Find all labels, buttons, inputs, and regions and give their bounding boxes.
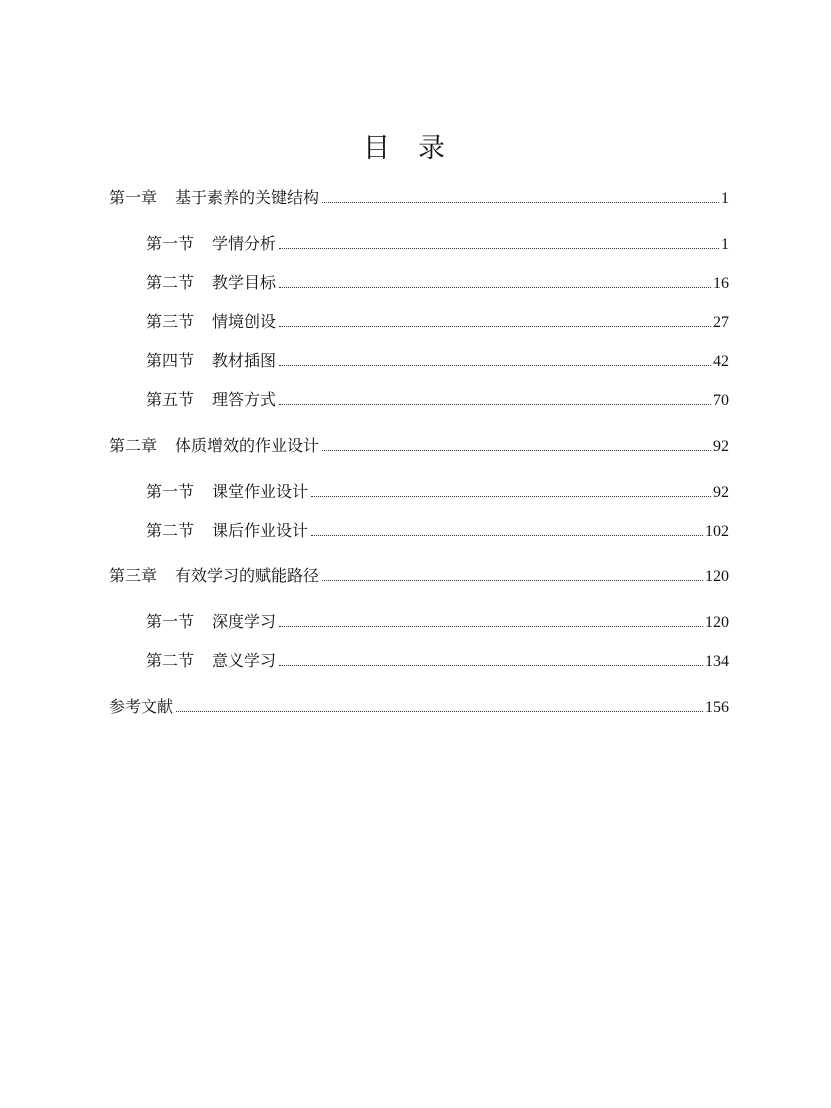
entry-page-number: 92	[713, 438, 729, 455]
entry-page-number: 134	[705, 653, 729, 670]
entry-title: 情境创设	[212, 312, 277, 331]
dot-leader	[279, 247, 719, 249]
toc-entry-chapter-2[interactable]	[109, 436, 729, 456]
entry-number: 第五节	[146, 390, 195, 409]
toc-entry-section[interactable]	[146, 312, 729, 332]
entry-page-number: 1	[721, 236, 729, 253]
entry-title: 深度学习	[212, 612, 277, 631]
entry-page-number: 1	[721, 190, 729, 207]
entry-title: 教学目标	[212, 273, 277, 292]
entry-page-number: 42	[713, 353, 729, 370]
toc-entry-references[interactable]	[109, 697, 729, 717]
dot-leader	[322, 449, 711, 451]
entry-title: 课后作业设计	[212, 521, 309, 540]
entry-title: 理答方式	[212, 390, 277, 409]
entry-page-number: 70	[713, 392, 729, 409]
dot-leader	[311, 495, 711, 497]
entry-title: 课堂作业设计	[212, 482, 309, 501]
entry-page-number: 27	[713, 314, 729, 331]
entry-title: 意义学习	[212, 651, 277, 670]
entry-number: 第二节	[146, 651, 195, 670]
toc-entry-section[interactable]	[146, 482, 729, 502]
entry-title: 参考文献	[109, 697, 174, 716]
entry-number: 第三节	[146, 312, 195, 331]
toc-entry-section[interactable]	[146, 234, 729, 254]
entry-number: 第一节	[146, 234, 195, 253]
entry-number: 第二节	[146, 521, 195, 540]
dot-leader	[279, 625, 703, 627]
entry-page-number: 156	[705, 699, 729, 716]
entry-page-number: 102	[705, 523, 729, 540]
entry-number: 第二节	[146, 273, 195, 292]
dot-leader	[279, 664, 703, 666]
dot-leader	[176, 710, 703, 712]
dot-leader	[322, 201, 719, 203]
entry-title: 教材插图	[212, 351, 277, 370]
entry-title: 学情分析	[212, 234, 277, 253]
toc-entry-section[interactable]	[146, 651, 729, 671]
dot-leader	[279, 325, 711, 327]
dot-leader	[279, 286, 711, 288]
dot-leader	[279, 364, 711, 366]
toc-entry-section[interactable]	[146, 521, 729, 541]
toc-entry-section[interactable]	[146, 612, 729, 632]
entry-number: 第一节	[146, 482, 195, 501]
dot-leader	[311, 534, 703, 536]
toc-entry-chapter-1[interactable]	[109, 188, 729, 208]
entry-number: 第四节	[146, 351, 195, 370]
entry-title: 有效学习的赋能路径	[175, 566, 320, 585]
toc-title-char-1: 目	[363, 133, 390, 164]
dot-leader	[279, 403, 711, 405]
entry-page-number: 16	[713, 275, 729, 292]
toc-title-char-2: 录	[418, 133, 445, 164]
entry-number: 第三章	[109, 566, 158, 585]
toc-entry-section[interactable]	[146, 351, 729, 371]
entry-page-number: 92	[713, 484, 729, 501]
toc-title	[0, 126, 808, 165]
toc-entry-chapter-3[interactable]	[109, 566, 729, 586]
dot-leader	[322, 579, 703, 581]
toc-entry-section[interactable]	[146, 273, 729, 293]
entry-page-number: 120	[705, 614, 729, 631]
entry-number: 第一章	[109, 188, 158, 207]
entry-title: 体质增效的作业设计	[175, 436, 320, 455]
entry-number: 第一节	[146, 612, 195, 631]
toc-entry-section[interactable]	[146, 390, 729, 410]
entry-title: 基于素养的关键结构	[175, 188, 320, 207]
entry-page-number: 120	[705, 568, 729, 585]
entry-number: 第二章	[109, 436, 158, 455]
